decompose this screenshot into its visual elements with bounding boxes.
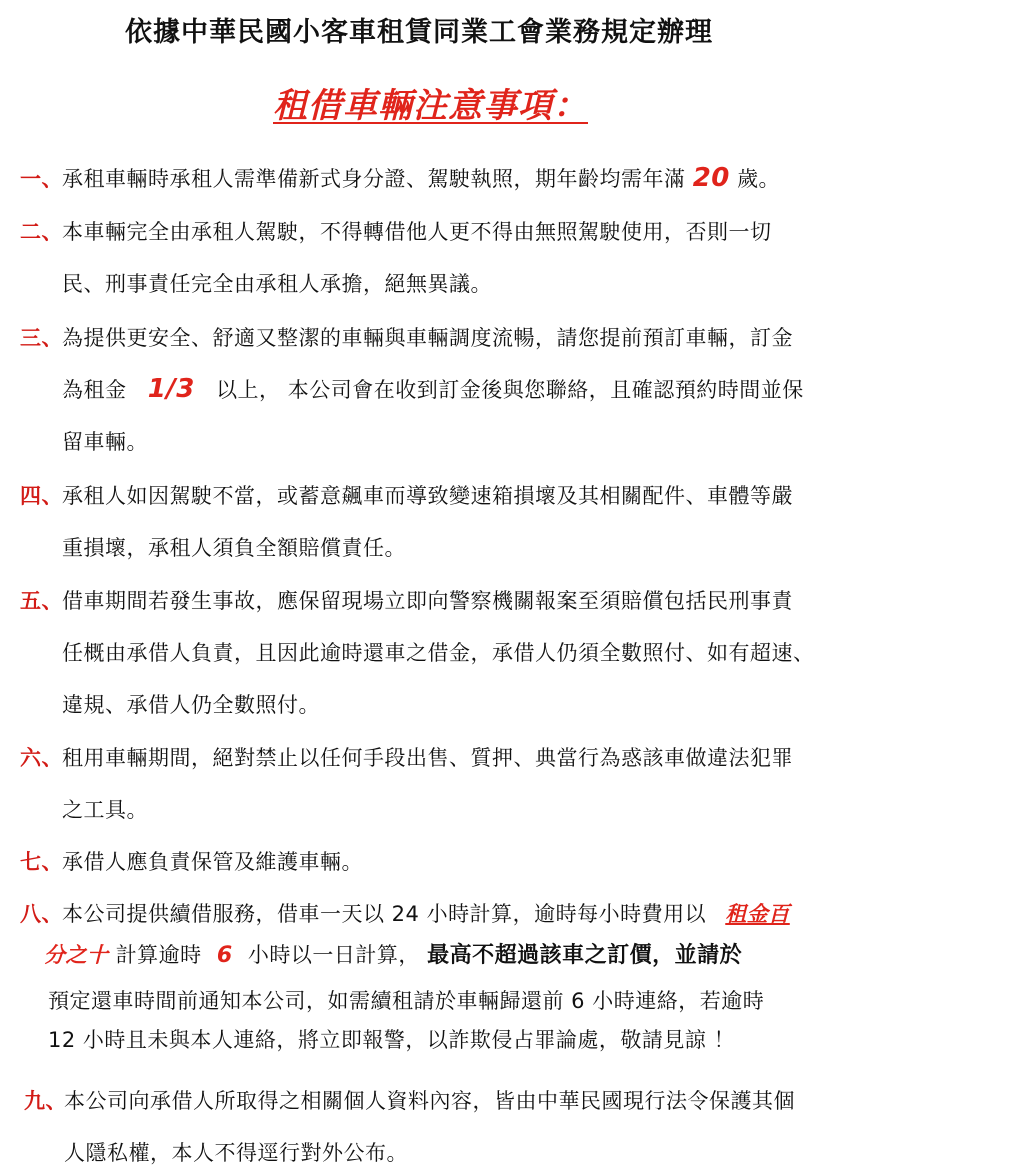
clause-text: 為租金 [62, 378, 127, 402]
notice-title: 租借車輛注意事項： [273, 86, 588, 126]
clause-text: 計算逾時 [115, 943, 202, 967]
highlight-rate: 分之十 [44, 943, 109, 967]
clause-line: 租用車輛期間，絕對禁止以任何手段出售、質押、典當行為惑該車做違法犯罪 [62, 746, 793, 770]
highlight-age: 20 [692, 163, 730, 193]
clause-text: 小時以一日計算， [247, 943, 420, 967]
clause-line: 留車輛。 [62, 430, 148, 454]
clause-number: 一、 [20, 167, 63, 191]
clause-line: 重損壞，承租人須負全額賠償責任。 [62, 536, 406, 560]
document-header: 依據中華民國小客車租賃同業工會業務規定辦理 [125, 17, 713, 48]
clause-emphasis: 最高不超過該車之訂價，並請於 [427, 943, 743, 968]
clause-text: 本公司提供續借服務，借車一天以 24 小時計算，逾時每小時費用以 [62, 902, 707, 926]
clause-line [62, 374, 804, 404]
clause-line: 本車輛完全由承租人駕駛，不得轉借他人更不得由無照駕駛使用，否則一切 [62, 220, 772, 244]
clause-text: 承租車輛時承租人需準備新式身分證、駕駛執照，期年齡均需年滿 [62, 167, 686, 191]
clause-line: 任概由承借人負責，且因此逾時還車之借金，承借人仍須全數照付、如有超速、 [62, 641, 815, 665]
clause-number: 二、 [20, 220, 63, 244]
clause-number: 八、 [20, 902, 63, 926]
clause-line: 之工具。 [62, 798, 148, 822]
clause-number: 五、 [20, 589, 63, 613]
clause-line: 為提供更安全、舒適又整潔的車輛與車輛調度流暢，請您提前預訂車輛，訂金 [62, 326, 793, 350]
clause-line: 民、刑事責任完全由承租人承擔，絕無異議。 [62, 272, 492, 296]
clause-text: 以上， 本公司會在收到訂金後與您聯絡，且確認預約時間並保 [216, 378, 804, 402]
clause-number: 九、 [24, 1089, 67, 1113]
clause-number: 六、 [20, 746, 63, 770]
clause-line [44, 938, 742, 969]
clause-line: 本公司向承借人所取得之相關個人資料內容，皆由中華民國現行法令保護其個 [64, 1089, 795, 1113]
highlight-deposit: 1/3 [147, 374, 195, 404]
clause-line [62, 163, 780, 193]
clause-line: 借車期間若發生事故，應保留現場立即向警察機關報案至須賠償包括民刑事責 [62, 589, 793, 613]
clause-number: 七、 [20, 850, 63, 874]
clause-number: 三、 [20, 326, 63, 350]
clause-text: 歲。 [737, 167, 781, 191]
clause-number: 四、 [20, 484, 63, 508]
clause-line: 預定還車時間前通知本公司，如需續租請於車輛歸還前 6 小時連絡，若逾時 [48, 989, 765, 1013]
highlight-hours: 6 [216, 943, 233, 968]
highlight-rate: 租金百 [725, 902, 790, 926]
clause-line: 12 小時且未與本人連絡，將立即報警，以詐欺侵占罪論處，敬請見諒 ！ [48, 1028, 736, 1052]
clause-line: 承租人如因駕駛不當，或蓄意飆車而導致變速箱損壞及其相關配件、車體等嚴 [62, 484, 793, 508]
clause-line: 承借人應負責保管及維護車輛。 [62, 850, 363, 874]
clause-line: 違規、承借人仍全數照付。 [62, 693, 320, 717]
clause-line [62, 898, 790, 928]
clause-line: 人隱私權，本人不得逕行對外公布。 [64, 1141, 408, 1165]
